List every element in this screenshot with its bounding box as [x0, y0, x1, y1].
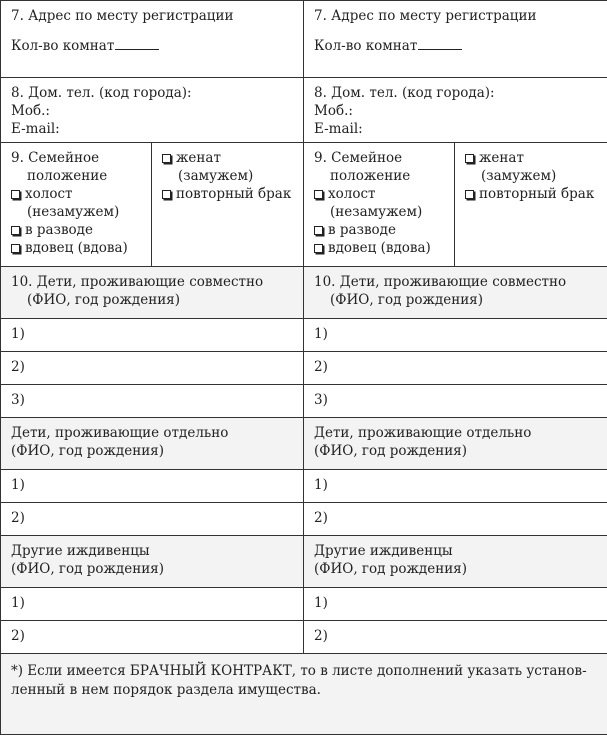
section-header-right: [304, 418, 607, 470]
entry-cell[interactable]: [304, 319, 607, 352]
checkbox-icon[interactable]: [314, 244, 323, 253]
row-number: 1): [314, 477, 328, 493]
entry-cell[interactable]: [304, 503, 607, 536]
marital-title: 9. Семейное: [314, 150, 403, 166]
option-divorced[interactable]: [11, 221, 143, 239]
email-label: E-mail:: [314, 121, 363, 137]
option-married[interactable]: [162, 149, 295, 167]
phone-cell-right[interactable]: [304, 78, 607, 143]
home-phone-label: 8. Дом. тел. (код города):: [314, 85, 495, 101]
entry-cell[interactable]: [1, 588, 304, 621]
section-header-right: [304, 267, 607, 319]
entry-cell[interactable]: [1, 503, 304, 536]
rooms-blank[interactable]: [418, 37, 462, 50]
marital-row: [1, 143, 607, 267]
checkbox-icon[interactable]: [465, 190, 474, 199]
children-apart-header: [1, 418, 607, 470]
phone-cell-left[interactable]: [1, 78, 304, 143]
marital-title-cont: положение: [330, 168, 411, 184]
option-label: женат: [176, 150, 221, 166]
marital-cell-right-a: [304, 143, 455, 267]
footnote-line: *) Если имеется БРАЧНЫЙ КОНТРАКТ, то в листе дополнений указать установ-: [11, 663, 587, 679]
section-subtitle: (ФИО, год рождения): [11, 561, 164, 577]
mobile-label: Моб.:: [314, 103, 353, 119]
option-label: повторный брак: [176, 186, 292, 202]
row-number: 2): [11, 628, 25, 644]
marital-cell-left-a: [1, 143, 152, 267]
rooms-blank[interactable]: [115, 37, 159, 50]
entry-cell[interactable]: [304, 588, 607, 621]
section-title: Другие иждивенцы: [314, 543, 453, 559]
dependents-header: [1, 536, 607, 588]
option-remarried[interactable]: [162, 185, 295, 203]
rooms-label: Кол-во комнат: [11, 38, 115, 54]
address-cell-right[interactable]: [304, 1, 607, 78]
option-label: холост: [25, 186, 73, 202]
address-row: [1, 1, 607, 78]
checkbox-icon[interactable]: [314, 190, 323, 199]
row-number: 1): [11, 326, 25, 342]
entry-cell[interactable]: [1, 385, 304, 418]
row-number: 2): [11, 359, 25, 375]
marital-title-cont: положение: [27, 168, 108, 184]
option-label-cont: (незамужем): [27, 204, 120, 220]
option-divorced[interactable]: [314, 221, 446, 239]
entry-cell[interactable]: [304, 352, 607, 385]
checkbox-icon[interactable]: [11, 244, 20, 253]
marital-title: 9. Семейное: [11, 150, 100, 166]
option-label: в разводе: [25, 222, 93, 238]
option-widowed[interactable]: [314, 239, 446, 257]
children-together-header: [1, 267, 607, 319]
row-number: 2): [314, 359, 328, 375]
section-subtitle: (ФИО, год рождения): [11, 443, 164, 459]
footnote-cell: [1, 654, 607, 735]
table-row: [1, 588, 607, 621]
table-row: [1, 503, 607, 536]
entry-cell[interactable]: [1, 352, 304, 385]
option-label: повторный брак: [479, 186, 595, 202]
entry-cell[interactable]: [1, 319, 304, 352]
section-subtitle: (ФИО, год рождения): [314, 443, 467, 459]
home-phone-label: 8. Дом. тел. (код города):: [11, 85, 192, 101]
section-title: 10. Дети, проживающие совместно: [314, 274, 567, 290]
address-title: 7. Адрес по месту регистрации: [314, 8, 537, 24]
checkbox-icon[interactable]: [11, 190, 20, 199]
table-row: [1, 470, 607, 503]
section-title: 10. Дети, проживающие совместно: [11, 274, 264, 290]
entry-cell[interactable]: [304, 385, 607, 418]
row-number: 1): [314, 595, 328, 611]
row-number: 2): [11, 510, 25, 526]
option-single[interactable]: [314, 185, 446, 203]
option-widowed[interactable]: [11, 239, 143, 257]
footnote-row: [1, 654, 607, 735]
option-label-cont: (замужем): [178, 168, 254, 184]
option-label-cont: (незамужем): [330, 204, 423, 220]
section-header-left: [1, 536, 304, 588]
entry-cell[interactable]: [304, 470, 607, 503]
section-header-left: [1, 267, 304, 319]
phone-row: [1, 78, 607, 143]
section-title: Другие иждивенцы: [11, 543, 150, 559]
option-label: женат: [479, 150, 524, 166]
rooms-label: Кол-во комнат: [314, 38, 418, 54]
footnote-line: ленный в нем порядок раздела имущества.: [11, 682, 321, 698]
row-number: 3): [314, 392, 328, 408]
section-subtitle: (ФИО, год рождения): [330, 292, 483, 308]
marital-cell-right-b: [455, 143, 607, 267]
row-number: 1): [11, 477, 25, 493]
row-number: 1): [11, 595, 25, 611]
row-number: 2): [314, 628, 328, 644]
address-title: 7. Адрес по месту регистрации: [11, 8, 234, 24]
email-label: E-mail:: [11, 121, 60, 137]
entry-cell[interactable]: [1, 621, 304, 654]
option-label: вдовец (вдова): [25, 240, 128, 256]
section-header-left: [1, 418, 304, 470]
section-subtitle: (ФИО, год рождения): [314, 561, 467, 577]
row-number: 2): [314, 510, 328, 526]
table-row: [1, 385, 607, 418]
table-row: [1, 352, 607, 385]
row-number: 1): [314, 326, 328, 342]
checkbox-icon[interactable]: [11, 226, 20, 235]
checkbox-icon[interactable]: [162, 154, 171, 163]
marital-cell-left-b: [152, 143, 304, 267]
section-title: Дети, проживающие отдельно: [11, 425, 229, 441]
section-subtitle: (ФИО, год рождения): [27, 292, 180, 308]
section-header-right: [304, 536, 607, 588]
mobile-label: Моб.:: [11, 103, 50, 119]
entry-cell[interactable]: [304, 621, 607, 654]
section-title: Дети, проживающие отдельно: [314, 425, 532, 441]
table-row: [1, 621, 607, 654]
row-number: 3): [11, 392, 25, 408]
entry-cell[interactable]: [1, 470, 304, 503]
option-married[interactable]: [465, 149, 599, 167]
option-label: холост: [328, 186, 376, 202]
table-row: [1, 319, 607, 352]
option-label: в разводе: [328, 222, 396, 238]
checkbox-icon[interactable]: [465, 154, 474, 163]
option-label: вдовец (вдова): [328, 240, 431, 256]
checkbox-icon[interactable]: [314, 226, 323, 235]
option-label-cont: (замужем): [481, 168, 557, 184]
checkbox-icon[interactable]: [162, 190, 171, 199]
option-remarried[interactable]: [465, 185, 599, 203]
option-single[interactable]: [11, 185, 143, 203]
address-cell-left[interactable]: [1, 1, 304, 78]
